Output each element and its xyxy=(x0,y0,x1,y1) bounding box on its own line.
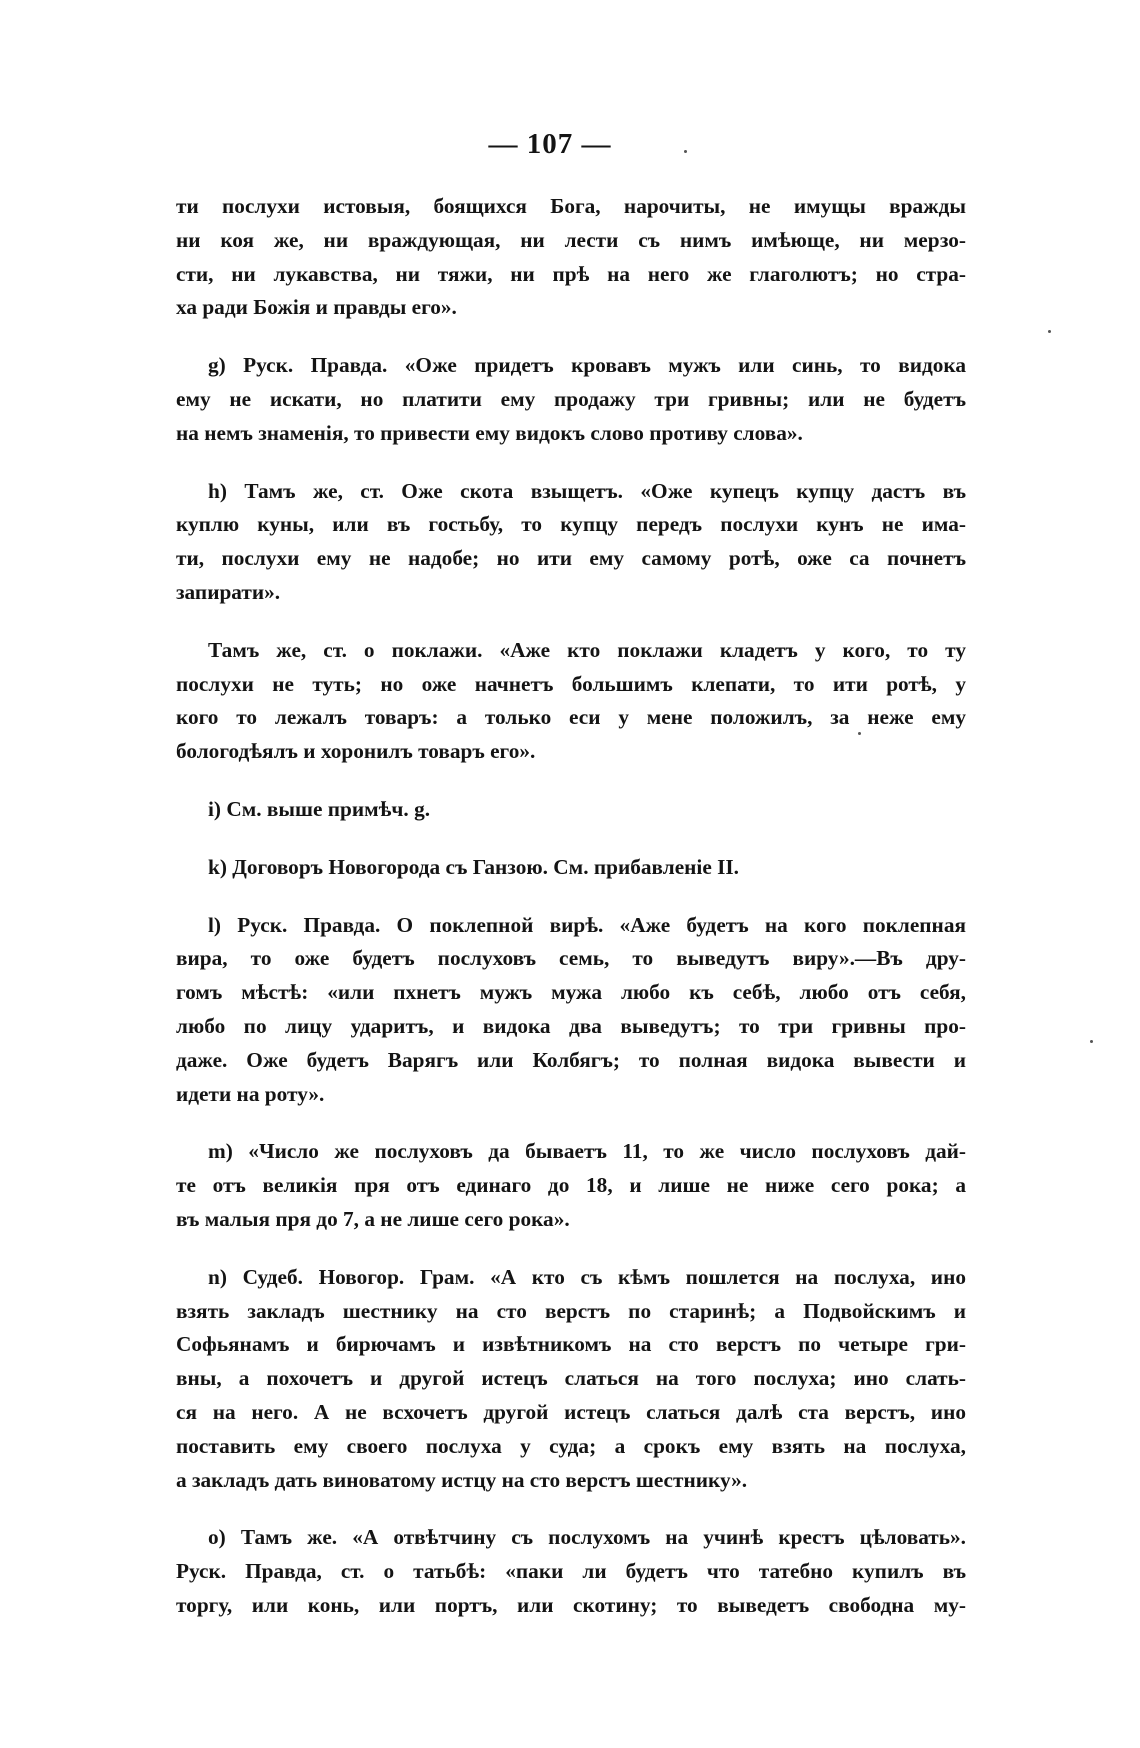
text-line: сти, ни лукавства, ни тяжи, ни прѣ на него же глаголютъ; но стра- xyxy=(176,261,966,286)
text-line: Софьянамъ и бирючамъ и извѣтникомъ на сто верстъ по четыре гри- xyxy=(176,1332,966,1357)
text-line: ни коя же, ни враждующая, ни лести съ нимъ имѣюще, ни мерзо- xyxy=(176,227,966,252)
text-line: вны, а похочетъ и другой истецъ слаться на того послуха; ино слать- xyxy=(176,1366,966,1391)
text-line: даже. Оже будетъ Варягъ или Колбягъ; то полная видока вывести и xyxy=(176,1047,966,1072)
scan-speck xyxy=(684,150,687,153)
text-column xyxy=(176,190,966,1647)
text-line: h) Тамъ же, ст. Оже скота взыщетъ. «Оже купецъ купцу дастъ въ xyxy=(208,478,966,503)
text-line: Тамъ же, ст. о поклажи. «Аже кто поклажи кладетъ у кого, то ту xyxy=(208,637,966,662)
text-line: идети на роту». xyxy=(176,1081,325,1106)
note-o xyxy=(176,1521,966,1622)
text-line: бологодѣялъ и хоронилъ товаръ его». xyxy=(176,739,536,764)
text-line: те отъ великія пря отъ единаго до 18, и лише не ниже сего рока; а xyxy=(176,1173,966,1198)
text-line: ти послухи истовыя, боящихся Бога, нарочиты, не имущы вражды xyxy=(176,194,966,218)
text-line: взять закладъ шестнику на сто верстъ по старинѣ; а Подвойскимъ и xyxy=(176,1298,966,1323)
text-line: n) Судеб. Новогор. Грам. «А кто съ кѣмъ пошлется на послуха, ино xyxy=(208,1264,966,1289)
paragraph-poklazhi xyxy=(176,634,966,769)
text-line: вира, то оже будетъ послуховъ семь, то выведутъ виру».—Въ дру- xyxy=(176,946,966,971)
text-line: поставить ему своего послуха у суда; а срокъ ему взять на послуха, xyxy=(176,1433,966,1458)
text-line: g) Руск. Правда. «Оже придетъ кровавъ мужъ или синь, то видока xyxy=(208,353,966,378)
text-line: m) «Число же послуховъ да бываетъ 11, то же число послуховъ дай- xyxy=(208,1139,966,1164)
text-line: l) Руск. Правда. О поклепной вирѣ. «Аже будетъ на кого поклепная xyxy=(208,912,966,937)
text-line: въ малыя пря до 7, а не лише сего рока». xyxy=(176,1206,570,1231)
text-line: Руск. Правда, ст. о татьбѣ: «паки ли будетъ что татебно купилъ въ xyxy=(176,1559,966,1584)
text-line: ся на него. А не всхочетъ другой истецъ слаться далѣ ста верстъ, ино xyxy=(176,1399,966,1424)
text-line: ха ради Божія и правды его». xyxy=(176,295,457,320)
scan-speck xyxy=(1048,330,1051,333)
text-line: а закладъ дать виноватому истцу на сто верстъ шестнику». xyxy=(176,1467,748,1492)
note-n xyxy=(176,1261,966,1498)
paragraph-intro xyxy=(176,190,966,325)
text-line: гомъ мѣстѣ: «или пхнетъ мужъ мужа любо къ себѣ, любо отъ себя, xyxy=(176,980,966,1005)
text-line: кого то лежалъ товаръ: а только еси у мене положилъ, за неже ему xyxy=(176,705,966,730)
text-line: o) Тамъ же. «А отвѣтчину съ послухомъ на учинѣ крестъ цѣловать». xyxy=(208,1525,966,1550)
text-line: запирати». xyxy=(176,579,281,604)
scan-speck xyxy=(858,732,861,735)
text-line: куплю куны, или въ гостьбу, то купцу передъ послухи кунъ не има- xyxy=(176,512,966,537)
page-number: — 107 — xyxy=(488,128,612,160)
note-i: i) См. выше примѣч. g. xyxy=(208,796,431,821)
note-h xyxy=(176,475,966,610)
text-line: ему не искати, но платити ему продажу три гривны; или не будетъ xyxy=(176,386,966,411)
scan-speck xyxy=(1090,1040,1093,1043)
text-line: любо по лицу ударитъ, и видока два выведутъ; то три гривны про- xyxy=(176,1013,966,1038)
text-line: ти, послухи ему не надобе; но ити ему самому ротѣ, оже са почнетъ xyxy=(176,546,966,571)
note-g xyxy=(176,349,966,450)
note-k: k) Договоръ Новогорода съ Ганзою. См. прибавленіе II. xyxy=(208,854,740,879)
text-line: торгу, или конь, или портъ, или скотину; то выведетъ свободна му- xyxy=(176,1592,966,1617)
note-m xyxy=(176,1135,966,1236)
text-line: послухи не туть; но оже начнетъ большимъ клепати, то ити ротѣ, у xyxy=(176,671,966,696)
text-line: на немъ знаменія, то привести ему видокъ слово противу слова». xyxy=(176,420,803,445)
note-l xyxy=(176,909,966,1112)
